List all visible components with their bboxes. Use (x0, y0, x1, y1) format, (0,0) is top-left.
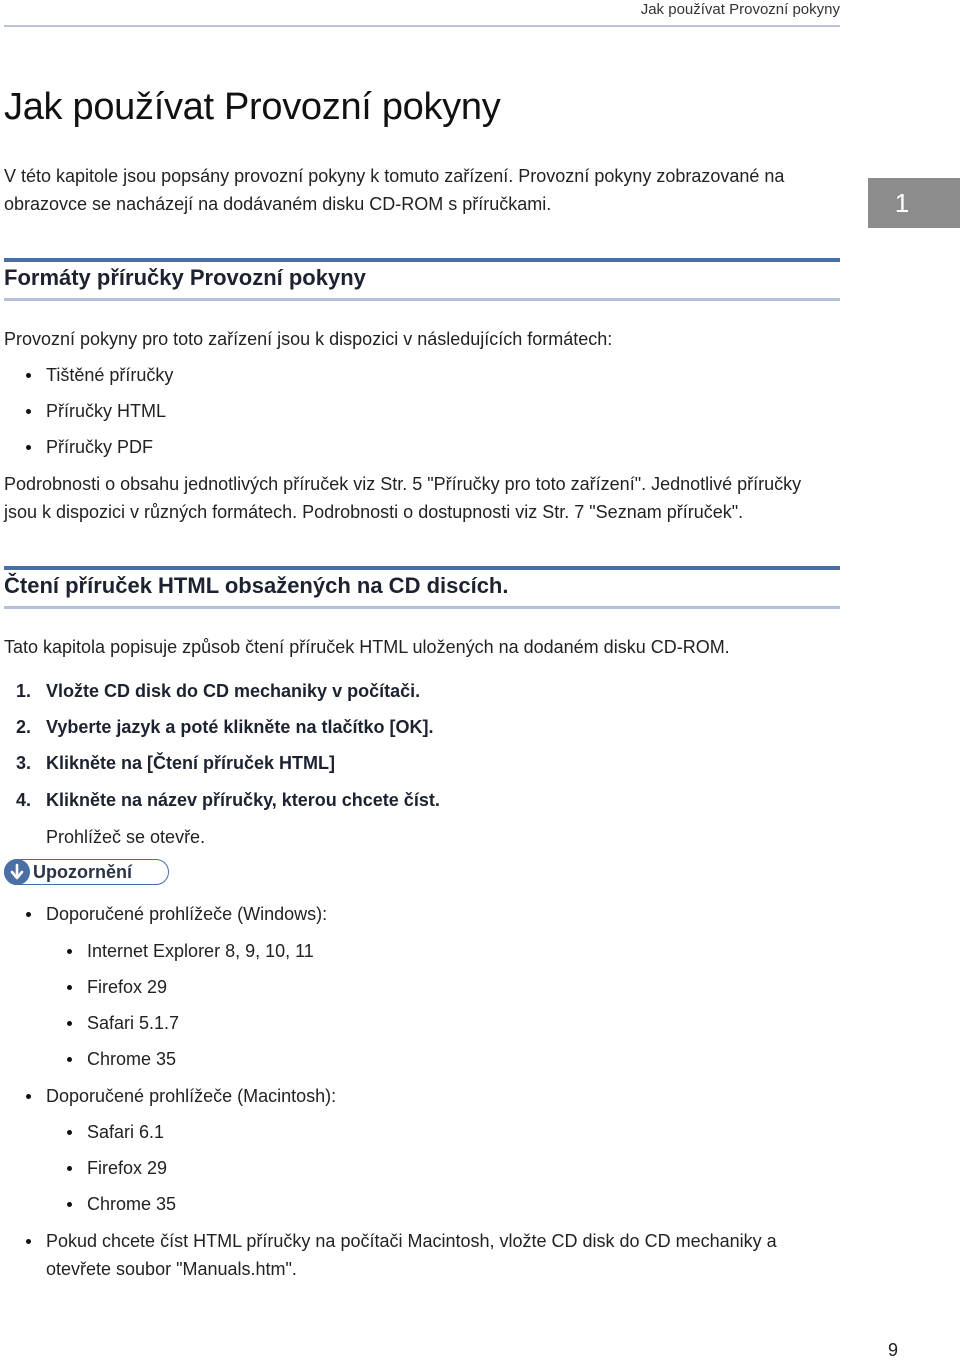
list-item: Chrome 35 (87, 1045, 176, 1073)
section-rule-bottom (4, 298, 840, 301)
list-item: Doporučené prohlížeče (Windows): (46, 900, 327, 928)
list-item: Tištěné příručky (46, 361, 173, 389)
intro-paragraph: V této kapitole jsou popsány provozní pokyny k tomuto zařízení. Provozní pokyny zobrazované na obrazovce se nacházejí na dodávaném disku CD-ROM s příručkami. (4, 166, 785, 214)
down-arrow-icon (4, 859, 30, 885)
step-number: 1. (16, 681, 32, 701)
section-rule-top (4, 566, 840, 570)
html-lead: Tato kapitola popisuje způsob čtení příruček HTML uložených na dodaném disku CD-ROM. (4, 637, 730, 657)
chapter-number: 1 (894, 187, 910, 218)
step-text: Klikněte na název příručky, kterou chcete číst. (46, 790, 440, 810)
step-text: Vyberte jazyk a poté klikněte na tlačítko [OK]. (46, 717, 434, 737)
list-item: Firefox 29 (87, 1154, 167, 1182)
list-item: Pokud chcete číst HTML příručky na počítači Macintosh, vložte CD disk do CD mechaniky a otevřete soubor "Manuals.htm". (46, 1227, 816, 1283)
chapter-tab (868, 178, 960, 228)
list-item: Chrome 35 (87, 1190, 176, 1218)
step-number: 2. (16, 717, 32, 737)
step-number: 3. (16, 753, 32, 773)
list-item: Doporučené prohlížeče (Macintosh): (46, 1082, 336, 1110)
formats-details: Podrobnosti o obsahu jednotlivých příruček viz Str. 5 "Příručky pro toto zařízení". Jednotlivé příručky jsou k dispozici v různých formátech. Podrobnosti o dostupnosti viz Str. 7 "Seznam příruček". (4, 474, 802, 522)
list-item: Příručky HTML (46, 397, 166, 425)
section-rule-bottom (4, 606, 840, 609)
step-number: 4. (16, 790, 32, 810)
running-header: Jak používat Provozní pokyny (640, 1, 840, 18)
list-item: Firefox 29 (87, 973, 167, 1001)
note-label: Upozornění (33, 862, 132, 882)
formats-lead: Provozní pokyny pro toto zařízení jsou k dispozici v následujících formátech: (4, 329, 613, 349)
step-result: Prohlížeč se otevře. (46, 827, 206, 847)
list-item: Safari 6.1 (87, 1118, 164, 1146)
note-badge (4, 859, 169, 885)
section-rule-top (4, 258, 840, 262)
list-item: Příručky PDF (46, 433, 153, 461)
list-item: Internet Explorer 8, 9, 10, 11 (87, 937, 314, 965)
section-title-html: Čtení příruček HTML obsažených na CD discích. (4, 573, 509, 598)
page-title: Jak používat Provozní pokyny (4, 86, 501, 128)
step-text: Vložte CD disk do CD mechaniky v počítači. (46, 681, 421, 701)
step-text: Klikněte na [Čtení příruček HTML] (46, 753, 336, 773)
section-title-formats: Formáty příručky Provozní pokyny (4, 265, 366, 290)
page-number: 9 (887, 1340, 898, 1360)
header-rule (4, 25, 840, 27)
list-item: Safari 5.1.7 (87, 1009, 179, 1037)
